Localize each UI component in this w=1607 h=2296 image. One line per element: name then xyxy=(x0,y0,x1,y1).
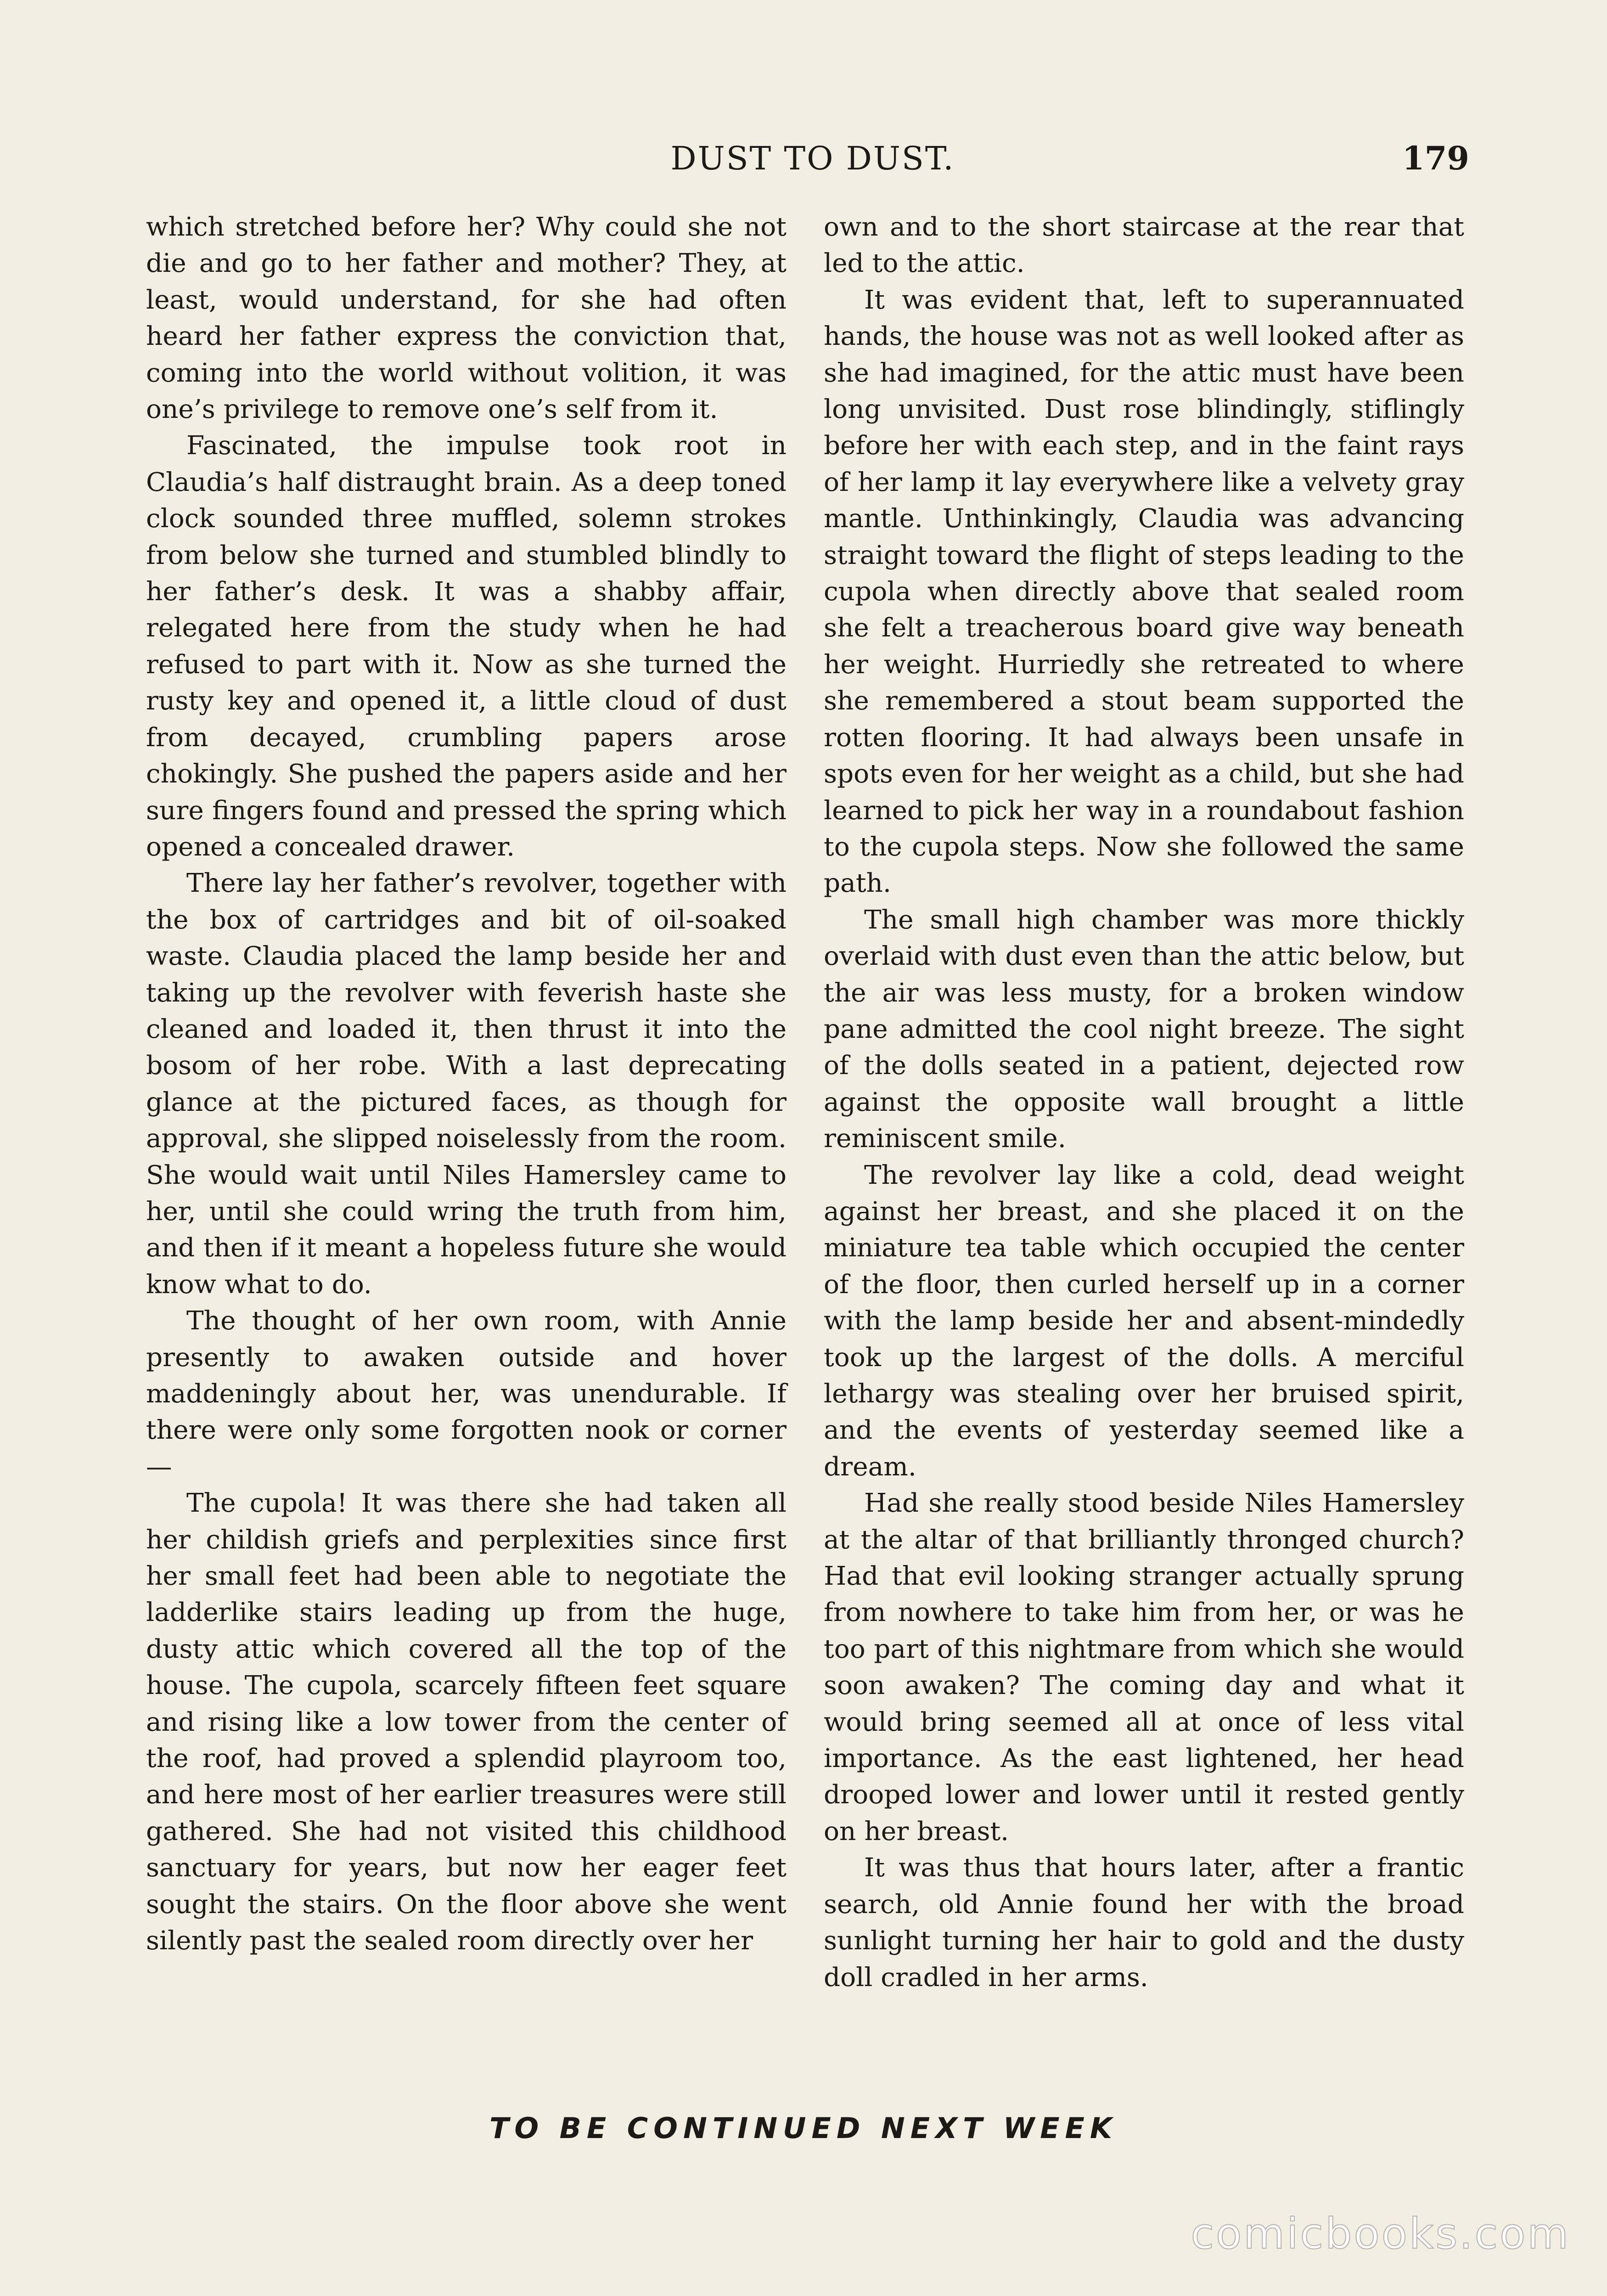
running-title: DUST TO DUST. xyxy=(670,140,955,177)
continued-notice: TO BE CONTINUED NEXT WEEK xyxy=(489,2111,1118,2145)
left-column xyxy=(146,209,787,1959)
paragraph: Had she really stood beside Niles Hamersley at the altar of that brilliantly thronged church? Had that evil looking stranger actually sprung from nowhere to take him from her, or was he too part of this nightmare from which she would soon awaken? The coming day and what it would bring seemed all at once of less vital importance. As the east lightened, her head drooped lower and lower until it rested gently on her breast. xyxy=(824,1488,1464,1846)
paragraph: The revolver lay like a cold, dead weight against her breast, and she placed it on the miniature tea table which occupied the center of the floor, then curled herself up in a corner with the lamp beside her and absent-mindedly took up the largest of the dolls. A merciful lethargy was stealing over her bruised spirit, and the events of yesterday seemed like a dream. xyxy=(824,1160,1464,1482)
right-column xyxy=(824,209,1464,1996)
paragraph: The small high chamber was more thickly overlaid with dust even than the attic below, but the air was less musty, for a broken window pane admitted the cool night breeze. The sight of the dolls seated in a patient, dejected row against the opposite wall brought a little reminiscent smile. xyxy=(824,905,1464,1154)
paragraph: It was thus that hours later, after a frantic search, old Annie found her with the broad sunlight turning her hair to gold and the dusty doll cradled in her arms. xyxy=(824,1853,1464,1992)
paragraph: which stretched before her? Why could she not die and go to her father and mother? They, at least, would understand, for she had often heard her father express the conviction that, coming into the world without volition, it was one’s privilege to remove one’s self from it. xyxy=(146,212,787,425)
paragraph: Fascinated, the impulse took root in Claudia’s half distraught brain. As a deep toned clock sounded three muffled, solemn strokes from below she turned and stumbled blindly to her father’s desk. It was a shabby affair, relegated here from the study when he had refused to part with it. Now as she turned the rusty key and opened it, a little cloud of dust from decayed, crumbling papers arose chokingly. She pushed the papers aside and her sure fingers found and pressed the spring which opened a concealed drawer. xyxy=(146,431,787,862)
paragraph: There lay her father’s revolver, together with the box of cartridges and bit of oil-soaked waste. Claudia placed the lamp beside her and taking up the revolver with feverish haste she cleaned and loaded it, then thrust it into the bosom of her robe. With a last deprecating glance at the pictured faces, as though for approval, she slipped noiselessly from the room. She would wait until Niles Hamersley came to her, until she could wring the truth from him, and then if it meant a hopeless future she would know what to do. xyxy=(146,868,787,1300)
paragraph: The cupola! It was there she had taken all her childish griefs and perplexities since first her small feet had been able to negotiate the ladderlike stairs leading up from the huge, dusty attic which covered all the top of the house. The cupola, scarcely fifteen feet square and rising like a low tower from the center of the roof, had proved a splendid playroom too, and here most of her earlier treasures were still gathered. She had not visited this childhood sanctuary for years, but now her eager feet sought the stairs. On the floor above she went silently past the sealed room directly over her xyxy=(146,1488,787,1956)
paragraph: The thought of her own room, with Annie presently to awaken outside and hover maddeningly about her, was unendurable. If there were only some forgotten nook or corner— xyxy=(146,1306,787,1482)
page-number: 179 xyxy=(1402,139,1469,177)
paragraph: own and to the short staircase at the rear that led to the attic. xyxy=(824,212,1464,279)
watermark: comicbooks.com xyxy=(1191,2209,1570,2258)
paragraph: It was evident that, left to superannuated hands, the house was not as well looked after as she had imagined, for the attic must have been long unvisited. Dust rose blindingly, stiflingly before her with each step, and in the faint rays of her lamp it lay everywhere like a velvety gray mantle. Unthinkingly, Claudia was advancing straight toward the flight of steps leading to the cupola when directly above that sealed room she felt a treacherous board give way beneath her weight. Hurriedly she retreated to where she remembered a stout beam supported the rotten flooring. It had always been unsafe in spots even for her weight as a child, but she had learned to pick her way in a roundabout fashion to the cupola steps. Now she followed the same path. xyxy=(824,285,1464,899)
